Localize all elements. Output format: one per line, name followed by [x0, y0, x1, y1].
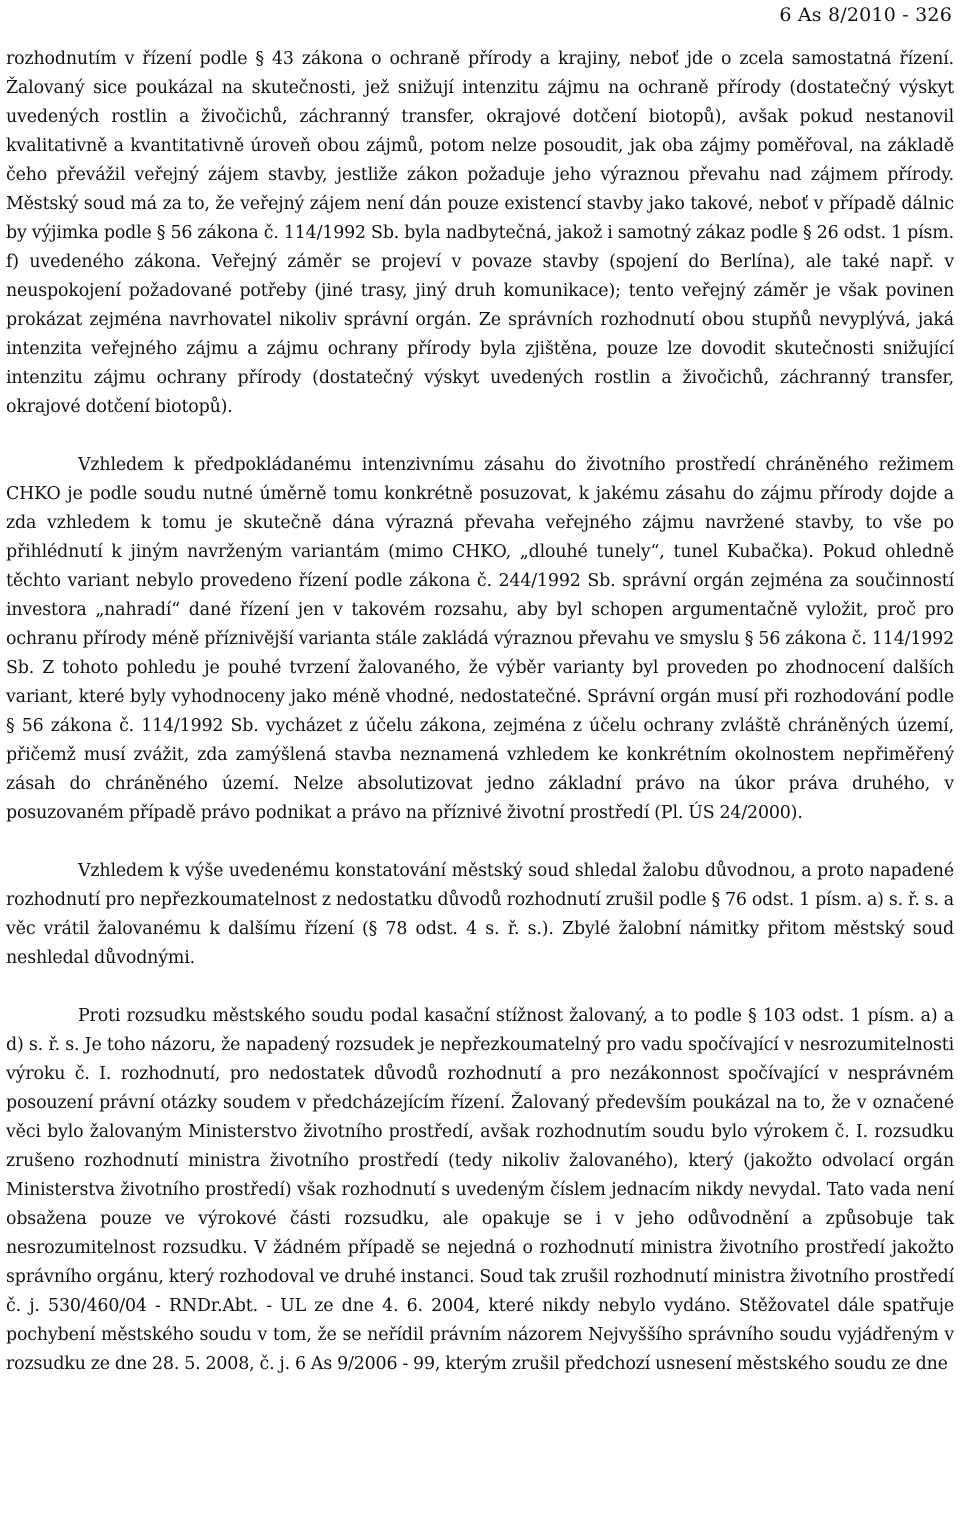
case-number-header: 6 As 8/2010 - 326 — [779, 4, 952, 26]
paragraph-3: Vzhledem k výše uvedenému konstatování městský soud shledal žalobu důvodnou, a proto napadené rozhodnutí pro nepřezkoumatelnost z nedostatku důvodů rozhodnutí zrušil podle § 76 odst. 1 písm. a) s. ř. s. a věc vrátil žalovanému k dalšímu řízení (§ 78 odst. 4 s. ř. s.). Zbylé žalobní námitky přitom městský soud neshledal důvodnými. — [6, 861, 954, 968]
paragraph-2: Vzhledem k předpokládanému intenzivnímu zásahu do životního prostředí chráněného režimem CHKO je podle soudu nutné úměrně tomu konkrétně posuzovat, k jakému zásahu do zájmu přírody dojde a zda vzhledem k tomu je skutečně dána výrazná převaha veřejného zájmu navržené stavby, to vše po přihlédnutí k jiným navrženým variantám (mimo CHKO, „dlouhé tunely“, tunel Kubačka). Pokud ohledně těchto variant nebylo provedeno řízení podle zákona č. 244/1992 Sb. správní orgán zejména za součinností investora „nahradí“ dané řízení jen v takovém rozsahu, aby byl schopen argumentačně vyložit, proč pro ochranu přírody méně příznivější varianta stále zakládá výraznou převahu ve smyslu § 56 zákona č. 114/1992 Sb. Z tohoto pohledu je pouhé tvrzení žalovaného, že výběr varianty byl proveden po zhodnocení dalších variant, které byly vyhodnoceny jako méně vhodné, nedostatečné. Správní orgán musí při rozhodování podle § 56 zákona č. 114/1992 Sb. vycházet z účelu zákona, zejména z účelu ochrany zvláště chráněných území, přičemž musí zvážit, zda zamýšlená stavba neznamená vzhledem ke konkrétním okolnostem nepřiměřený zásah do chráněného území. Nelze absolutizovat jedno základní právo na úkor práva druhého, v posuzovaném případě právo podnikat a právo na příznivé životní prostředí (Pl. ÚS 24/2000). — [6, 455, 954, 823]
paragraph-4: Proti rozsudku městského soudu podal kasační stížnost žalovaný, a to podle § 103 odst. 1 písm. a) a d) s. ř. s. Je toho názoru, že napadený rozsudek je nepřezkoumatelný pro vadu spočívající v nesrozumitelnosti výroku č. I. rozhodnutí, pro nedostatek důvodů rozhodnutí a pro nezákonnost spočívající v nesprávném posouzení právní otázky soudem v předcházejícím řízení. Žalovaný především poukázal na to, že v označené věci bylo žalovaným Ministerstvo životního prostředí, avšak rozhodnutím soudu bylo výrokem č. I. rozsudku zrušeno rozhodnutí ministra životního prostředí (tedy nikoliv žalovaného), který (jakožto odvolací orgán Ministerstva životního prostředí) však rozhodnutí s uvedeným číslem jednacím nikdy nevydal. Tato vada není obsažena pouze ve výrokové části rozsudku, ale opakuje se i v jeho odůvodnění a způsobuje tak nesrozumitelnost rozsudku. V žádném případě se nejedná o rozhodnutí ministra životního prostředí jakožto správního orgánu, který rozhodoval ve druhé instanci. Soud tak zrušil rozhodnutí ministra životního prostředí č. j. 530/460/04 - RNDr.Abt. - UL ze dne 4. 6. 2004, které nikdy nebylo vydáno. Stěžovatel dále spatřuje pochybení městského soudu v tom, že se neřídil právním názorem Nejvyššího správního soudu vyjádřeným v rozsudku ze dne 28. 5. 2008, č. j. 6 As 9/2006 - 99, kterým zrušil předchozí usnesení městského soudu ze dne — [6, 1006, 954, 1374]
document-body — [6, 45, 954, 1379]
paragraph-1: rozhodnutím v řízení podle § 43 zákona o ochraně přírody a krajiny, neboť jde o zcela samostatná řízení. Žalovaný sice poukázal na skutečnosti, jež snižují intenzitu zájmu na ochraně přírody (dostatečný výskyt uvedených rostlin a živočichů, záchranný transfer, okrajové dotčení biotopů), avšak pokud nestanovil kvalitativně a kvantitativně úroveň obou zájmů, potom nelze posoudit, jak oba zájmy poměřoval, na základě čeho převážil veřejný zájem stavby, jestliže zákon požaduje jeho výraznou převahu nad zájmem přírody. Městský soud má za to, že veřejný zájem není dán pouze existencí stavby jako takové, neboť v případě dálnic by výjimka podle § 56 zákona č. 114/1992 Sb. byla nadbytečná, jakož i samotný zákaz podle § 26 odst. 1 písm. f) uvedeného zákona. Veřejný záměr se projeví v povaze stavby (spojení do Berlína), ale také např. v neuspokojení požadované potřeby (jiné trasy, jiný druh komunikace); tento veřejný záměr je však povinen prokázat zejména navrhovatel nikoliv správní orgán. Ze správních rozhodnutí obou stupňů nevyplývá, jaká intenzita veřejného zájmu a zájmu ochrany přírody byla zjištěna, pouze lze dovodit skutečnosti snižující intenzitu zájmu ochrany přírody (dostatečný výskyt uvedených rostlin a živočichů, záchranný transfer, okrajové dotčení biotopů). — [6, 49, 954, 417]
